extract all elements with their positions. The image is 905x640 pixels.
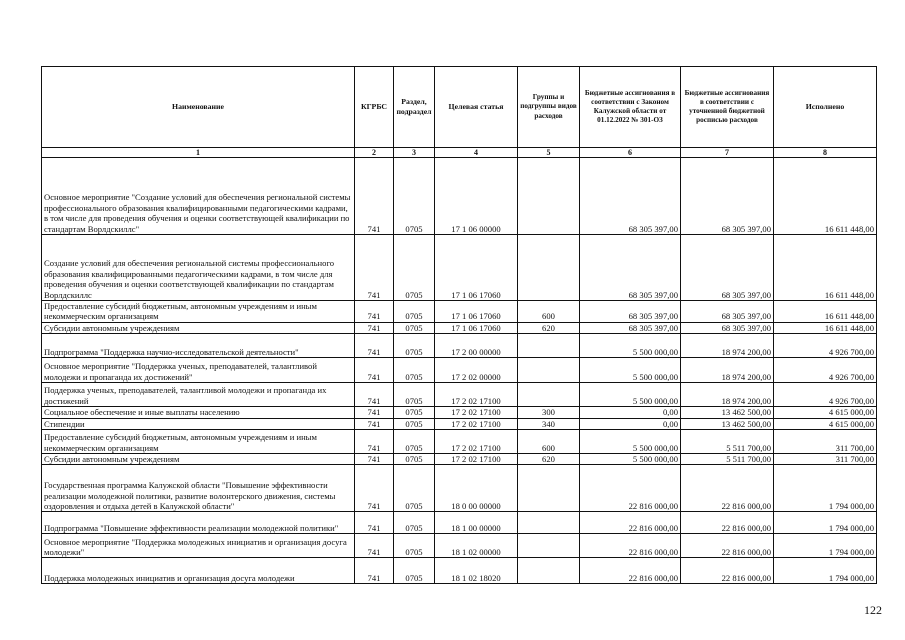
budget-table-sheet <box>41 66 876 584</box>
row-name: Предоставление субсидий бюджетным, автономным учреждениям и иным некоммерческим организациям <box>42 301 355 323</box>
row-group: 600 <box>518 430 580 454</box>
row-name: Субсидии автономным учреждениям <box>42 454 355 465</box>
row-section: 0705 <box>394 235 435 301</box>
row-executed: 4 926 700,00 <box>774 358 877 383</box>
row-executed: 311 700,00 <box>774 430 877 454</box>
header-budget-refined: Бюджетные ассигнования в соответствии с уточненной бюджетной росписью расходов <box>681 67 774 148</box>
row-budget-law: 68 305 397,00 <box>580 301 681 323</box>
table-row <box>42 383 877 407</box>
row-executed: 4 926 700,00 <box>774 383 877 407</box>
header-executed: Исполнено <box>774 67 877 148</box>
row-budget-refined: 18 974 200,00 <box>681 383 774 407</box>
row-group <box>518 465 580 512</box>
row-kgrbs: 741 <box>355 407 394 418</box>
row-group: 620 <box>518 322 580 333</box>
row-target: 18 1 02 00000 <box>435 534 518 558</box>
column-number: 5 <box>518 148 580 158</box>
row-name: Поддержка молодежных инициатив и организация досуга молодежи <box>42 558 355 584</box>
row-name: Стипендии <box>42 418 355 429</box>
row-group <box>518 383 580 407</box>
table-row <box>42 558 877 584</box>
row-executed: 1 794 000,00 <box>774 465 877 512</box>
table-row <box>42 407 877 418</box>
row-target: 17 2 02 17100 <box>435 418 518 429</box>
header-name: Наименование <box>42 67 355 148</box>
table-row <box>42 235 877 301</box>
row-target: 17 1 06 17060 <box>435 301 518 323</box>
table-body <box>42 158 877 584</box>
row-executed: 16 611 448,00 <box>774 158 877 235</box>
row-kgrbs: 741 <box>355 358 394 383</box>
row-budget-refined: 22 816 000,00 <box>681 512 774 534</box>
row-target: 17 1 06 00000 <box>435 158 518 235</box>
row-section: 0705 <box>394 534 435 558</box>
header-target: Целевая статья <box>435 67 518 148</box>
row-name: Субсидии автономным учреждениям <box>42 322 355 333</box>
row-budget-refined: 68 305 397,00 <box>681 301 774 323</box>
row-section: 0705 <box>394 358 435 383</box>
row-section: 0705 <box>394 454 435 465</box>
table-row <box>42 158 877 235</box>
column-number: 4 <box>435 148 518 158</box>
row-group: 300 <box>518 407 580 418</box>
row-executed: 4 615 000,00 <box>774 418 877 429</box>
row-budget-law: 0,00 <box>580 407 681 418</box>
row-kgrbs: 741 <box>355 383 394 407</box>
row-group: 600 <box>518 301 580 323</box>
row-executed: 1 794 000,00 <box>774 512 877 534</box>
row-budget-refined: 13 462 500,00 <box>681 407 774 418</box>
row-budget-law: 22 816 000,00 <box>580 512 681 534</box>
row-budget-refined: 5 511 700,00 <box>681 454 774 465</box>
row-executed: 16 611 448,00 <box>774 235 877 301</box>
row-group <box>518 158 580 235</box>
row-budget-refined: 68 305 397,00 <box>681 235 774 301</box>
header-kgrbs: КГРБС <box>355 67 394 148</box>
row-budget-law: 22 816 000,00 <box>580 534 681 558</box>
row-kgrbs: 741 <box>355 418 394 429</box>
row-budget-refined: 68 305 397,00 <box>681 158 774 235</box>
row-target: 17 1 06 17060 <box>435 235 518 301</box>
row-section: 0705 <box>394 465 435 512</box>
column-number: 8 <box>774 148 877 158</box>
budget-table <box>41 66 877 584</box>
row-kgrbs: 741 <box>355 301 394 323</box>
table-row <box>42 358 877 383</box>
row-group <box>518 334 580 358</box>
row-group <box>518 358 580 383</box>
row-name: Подпрограмма "Поддержка научно-исследовательской деятельности" <box>42 334 355 358</box>
column-number: 6 <box>580 148 681 158</box>
table-row <box>42 465 877 512</box>
row-section: 0705 <box>394 334 435 358</box>
row-target: 17 2 02 17100 <box>435 430 518 454</box>
row-budget-refined: 22 816 000,00 <box>681 534 774 558</box>
row-section: 0705 <box>394 322 435 333</box>
row-executed: 1 794 000,00 <box>774 558 877 584</box>
table-row <box>42 334 877 358</box>
row-name: Государственная программа Калужской области "Повышение эффективности реализации молодежной политики, развитие волонтерского движения, системы оздоровления и отдыха детей в Калужской области" <box>42 465 355 512</box>
row-target: 17 2 02 00000 <box>435 358 518 383</box>
page-number: 122 <box>864 603 882 617</box>
row-group <box>518 558 580 584</box>
row-section: 0705 <box>394 430 435 454</box>
row-name: Социальное обеспечение и иные выплаты населению <box>42 407 355 418</box>
row-budget-law: 68 305 397,00 <box>580 158 681 235</box>
row-executed: 4 615 000,00 <box>774 407 877 418</box>
row-kgrbs: 741 <box>355 558 394 584</box>
row-budget-law: 5 500 000,00 <box>580 454 681 465</box>
row-name: Основное мероприятие "Поддержка молодежных инициатив и организация досуга молодежи" <box>42 534 355 558</box>
column-number: 2 <box>355 148 394 158</box>
row-name: Основное мероприятие "Создание условий для обеспечения региональной системы профессионального образования квалифицированными педагогическими кадрами, в том числе для проведения обучения и оценки соответствующей квалификации по стандартам Ворлдскиллс" <box>42 158 355 235</box>
row-name: Поддержка ученых, преподавателей, талантливой молодежи и пропаганда их достижений <box>42 383 355 407</box>
row-budget-law: 22 816 000,00 <box>580 558 681 584</box>
row-kgrbs: 741 <box>355 454 394 465</box>
row-group <box>518 235 580 301</box>
row-name: Создание условий для обеспечения региональной системы профессионального образования квалифицированными педагогическими кадрами, в том числе для проведения обучения и оценки соответствующей квалификации по стандартам Ворлдскиллс <box>42 235 355 301</box>
header-budget-law: Бюджетные ассигнования в соответствии с Законом Калужской области от 01.12.2022 № 301-ОЗ <box>580 67 681 148</box>
row-budget-law: 5 500 000,00 <box>580 334 681 358</box>
row-budget-refined: 13 462 500,00 <box>681 418 774 429</box>
row-budget-refined: 18 974 200,00 <box>681 358 774 383</box>
row-kgrbs: 741 <box>355 512 394 534</box>
column-number: 7 <box>681 148 774 158</box>
row-group: 620 <box>518 454 580 465</box>
row-budget-law: 22 816 000,00 <box>580 465 681 512</box>
header-row <box>42 67 877 148</box>
table-row <box>42 418 877 429</box>
table-row <box>42 534 877 558</box>
table-row <box>42 430 877 454</box>
column-number: 1 <box>42 148 355 158</box>
row-kgrbs: 741 <box>355 534 394 558</box>
row-target: 18 1 00 00000 <box>435 512 518 534</box>
header-groups: Группы и подгруппы видов расходов <box>518 67 580 148</box>
row-executed: 16 611 448,00 <box>774 301 877 323</box>
row-target: 17 2 02 17100 <box>435 454 518 465</box>
row-target: 17 2 00 00000 <box>435 334 518 358</box>
row-budget-refined: 5 511 700,00 <box>681 430 774 454</box>
row-kgrbs: 741 <box>355 465 394 512</box>
row-executed: 4 926 700,00 <box>774 334 877 358</box>
row-group: 340 <box>518 418 580 429</box>
row-budget-refined: 18 974 200,00 <box>681 334 774 358</box>
row-target: 17 2 02 17100 <box>435 383 518 407</box>
row-budget-law: 5 500 000,00 <box>580 383 681 407</box>
column-number-row <box>42 148 877 158</box>
row-executed: 1 794 000,00 <box>774 534 877 558</box>
table-row <box>42 322 877 333</box>
row-executed: 311 700,00 <box>774 454 877 465</box>
row-section: 0705 <box>394 418 435 429</box>
row-kgrbs: 741 <box>355 334 394 358</box>
row-section: 0705 <box>394 158 435 235</box>
row-section: 0705 <box>394 512 435 534</box>
row-group <box>518 512 580 534</box>
row-budget-law: 5 500 000,00 <box>580 358 681 383</box>
row-kgrbs: 741 <box>355 430 394 454</box>
row-budget-law: 68 305 397,00 <box>580 322 681 333</box>
row-group <box>518 534 580 558</box>
table-row <box>42 512 877 534</box>
row-budget-law: 5 500 000,00 <box>580 430 681 454</box>
row-kgrbs: 741 <box>355 235 394 301</box>
row-target: 18 1 02 18020 <box>435 558 518 584</box>
row-kgrbs: 741 <box>355 322 394 333</box>
row-target: 18 0 00 00000 <box>435 465 518 512</box>
row-section: 0705 <box>394 383 435 407</box>
row-budget-refined: 22 816 000,00 <box>681 465 774 512</box>
row-name: Основное мероприятие "Поддержка ученых, преподавателей, талантливой молодежи и пропаганда их достижений" <box>42 358 355 383</box>
row-target: 17 1 06 17060 <box>435 322 518 333</box>
row-section: 0705 <box>394 558 435 584</box>
row-section: 0705 <box>394 301 435 323</box>
row-budget-law: 0,00 <box>580 418 681 429</box>
row-target: 17 2 02 17100 <box>435 407 518 418</box>
row-name: Подпрограмма "Повышение эффективности реализации молодежной политики" <box>42 512 355 534</box>
row-budget-law: 68 305 397,00 <box>580 235 681 301</box>
table-row <box>42 301 877 323</box>
row-budget-refined: 22 816 000,00 <box>681 558 774 584</box>
row-budget-refined: 68 305 397,00 <box>681 322 774 333</box>
column-number: 3 <box>394 148 435 158</box>
row-name: Предоставление субсидий бюджетным, автономным учреждениям и иным некоммерческим организациям <box>42 430 355 454</box>
header-section: Раздел, подраздел <box>394 67 435 148</box>
row-executed: 16 611 448,00 <box>774 322 877 333</box>
row-section: 0705 <box>394 407 435 418</box>
table-row <box>42 454 877 465</box>
row-kgrbs: 741 <box>355 158 394 235</box>
